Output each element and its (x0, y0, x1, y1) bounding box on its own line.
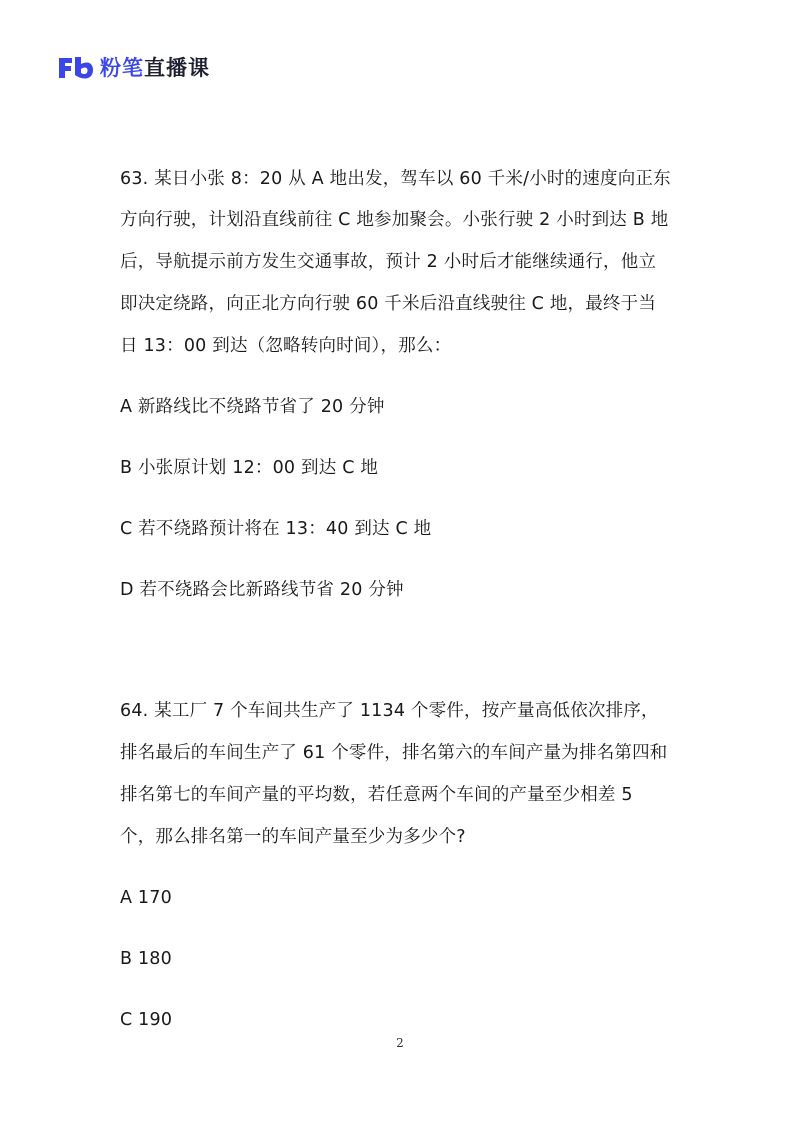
q63-stem-line: 后，导航提示前方发生交通事故，预计 2 小时后才能继续通行，他立 (120, 252, 657, 272)
q64-option-c: C 190 (120, 1010, 173, 1030)
q63-option-b: B 小张原计划 12：00 到达 C 地 (120, 458, 379, 478)
q64-stem-line: 64. 某工厂 7 个车间共生产了 1134 个零件，按产量高低依次排序， (120, 701, 659, 721)
q64-stem-line: 个，那么排名第一的车间产量至少为多少个? (120, 827, 466, 847)
q63-option-a: A 新路线比不绕路节省了 20 分钟 (120, 397, 385, 417)
brand-name (100, 52, 210, 82)
q63-stem-line: 方向行驶，计划沿直线前往 C 地参加聚会。小张行驶 2 小时到达 B 地 (120, 210, 669, 230)
q64-option-a: A 170 (120, 888, 172, 908)
q63-stem-line: 63. 某日小张 8：20 从 A 地出发，驾车以 60 千米/小时的速度向正东 (120, 169, 671, 189)
q63-option-c: C 若不绕路预计将在 13：40 到达 C 地 (120, 519, 432, 539)
q63-option-d: D 若不绕路会比新路线节省 20 分钟 (120, 580, 404, 600)
q63-stem-line: 日 13：00 到达（忽略转向时间），那么： (120, 336, 452, 356)
q64-option-b: B 180 (120, 949, 172, 969)
brand-suffix: 直播课 (144, 56, 210, 80)
fb-logo-icon (56, 54, 94, 80)
q64-stem-line: 排名第七的车间产量的平均数，若任意两个车间的产量至少相差 5 (120, 785, 633, 805)
page-number: 2 (396, 1036, 404, 1050)
q63-stem-line: 即决定绕路，向正北方向行驶 60 千米后沿直线驶往 C 地，最终于当 (120, 294, 657, 314)
brand-text: 粉笔 (100, 56, 144, 80)
brand-logo (56, 52, 210, 82)
q64-stem-line: 排名最后的车间生产了 61 个零件，排名第六的车间产量为排名第四和 (120, 743, 668, 763)
